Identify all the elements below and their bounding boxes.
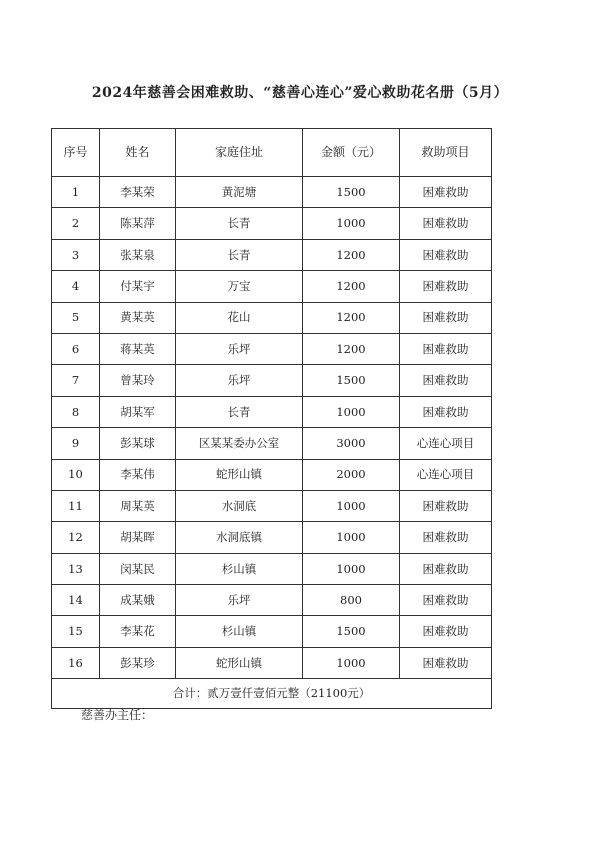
cell-project: 困难救助 xyxy=(400,647,492,678)
cell-amount: 1200 xyxy=(303,302,400,333)
cell-amount: 1000 xyxy=(303,490,400,521)
cell-amount: 1000 xyxy=(303,647,400,678)
cell-amount: 1200 xyxy=(303,333,400,364)
cell-amount: 1000 xyxy=(303,396,400,427)
table-row xyxy=(52,333,492,364)
table-row xyxy=(52,365,492,396)
table-row xyxy=(52,396,492,427)
cell-name: 张某泉 xyxy=(100,239,176,270)
cell-name: 黄某英 xyxy=(100,302,176,333)
table-body xyxy=(52,177,492,679)
cell-address: 长青 xyxy=(176,396,303,427)
table-row xyxy=(52,585,492,616)
cell-serial: 5 xyxy=(52,302,100,333)
table-row xyxy=(52,302,492,333)
cell-project: 困难救助 xyxy=(400,239,492,270)
cell-project: 心连心项目 xyxy=(400,428,492,459)
cell-serial: 13 xyxy=(52,553,100,584)
cell-project: 困难救助 xyxy=(400,490,492,521)
cell-address: 长青 xyxy=(176,208,303,239)
cell-name: 闵某民 xyxy=(100,553,176,584)
cell-project: 困难救助 xyxy=(400,585,492,616)
header-amount: 金额（元） xyxy=(303,129,400,177)
cell-amount: 1500 xyxy=(303,177,400,208)
cell-name: 成某娥 xyxy=(100,585,176,616)
cell-project: 困难救助 xyxy=(400,396,492,427)
cell-serial: 11 xyxy=(52,490,100,521)
cell-project: 困难救助 xyxy=(400,208,492,239)
cell-name: 胡某军 xyxy=(100,396,176,427)
cell-serial: 15 xyxy=(52,616,100,647)
table-row xyxy=(52,490,492,521)
cell-serial: 1 xyxy=(52,177,100,208)
cell-serial: 10 xyxy=(52,459,100,490)
cell-address: 蛇形山镇 xyxy=(176,647,303,678)
table-row xyxy=(52,271,492,302)
cell-address: 区某某委办公室 xyxy=(176,428,303,459)
cell-serial: 3 xyxy=(52,239,100,270)
total-cell: 合计：贰万壹仟壹佰元整（21100元） xyxy=(52,679,492,709)
table-row xyxy=(52,553,492,584)
cell-address: 长青 xyxy=(176,239,303,270)
cell-project: 困难救助 xyxy=(400,333,492,364)
table-header-row xyxy=(52,129,492,177)
cell-amount: 1000 xyxy=(303,553,400,584)
cell-amount: 800 xyxy=(303,585,400,616)
cell-address: 乐坪 xyxy=(176,585,303,616)
cell-serial: 8 xyxy=(52,396,100,427)
cell-name: 李某伟 xyxy=(100,459,176,490)
cell-project: 困难救助 xyxy=(400,365,492,396)
cell-name: 周某英 xyxy=(100,490,176,521)
cell-name: 彭某珍 xyxy=(100,647,176,678)
cell-address: 万宝 xyxy=(176,271,303,302)
cell-project: 困难救助 xyxy=(400,177,492,208)
cell-project: 困难救助 xyxy=(400,302,492,333)
signature-label: 慈善办主任： xyxy=(81,708,154,722)
header-address: 家庭住址 xyxy=(176,129,303,177)
cell-serial: 2 xyxy=(52,208,100,239)
cell-project: 困难救助 xyxy=(400,616,492,647)
table-row xyxy=(52,208,492,239)
table-row xyxy=(52,177,492,208)
cell-project: 心连心项目 xyxy=(400,459,492,490)
cell-address: 黄泥塘 xyxy=(176,177,303,208)
cell-address: 乐坪 xyxy=(176,333,303,364)
table-row xyxy=(52,647,492,678)
table-total-row xyxy=(52,679,492,709)
cell-address: 水洞底镇 xyxy=(176,522,303,553)
cell-project: 困难救助 xyxy=(400,522,492,553)
cell-serial: 9 xyxy=(52,428,100,459)
cell-serial: 12 xyxy=(52,522,100,553)
cell-address: 乐坪 xyxy=(176,365,303,396)
header-project: 救助项目 xyxy=(400,129,492,177)
table-row xyxy=(52,428,492,459)
table-row xyxy=(52,459,492,490)
cell-project: 困难救助 xyxy=(400,553,492,584)
cell-amount: 1000 xyxy=(303,522,400,553)
cell-address: 杉山镇 xyxy=(176,616,303,647)
cell-address: 杉山镇 xyxy=(176,553,303,584)
document-title: 2024年慈善会困难救助、“慈善心连心”爱心救助花名册（5月） xyxy=(91,85,509,101)
cell-amount: 3000 xyxy=(303,428,400,459)
cell-serial: 4 xyxy=(52,271,100,302)
cell-amount: 1200 xyxy=(303,271,400,302)
cell-name: 曾某玲 xyxy=(100,365,176,396)
cell-amount: 1500 xyxy=(303,616,400,647)
cell-amount: 1200 xyxy=(303,239,400,270)
cell-amount: 1500 xyxy=(303,365,400,396)
cell-address: 花山 xyxy=(176,302,303,333)
table-row xyxy=(52,522,492,553)
cell-project: 困难救助 xyxy=(400,271,492,302)
header-name: 姓名 xyxy=(100,129,176,177)
cell-amount: 2000 xyxy=(303,459,400,490)
table-row xyxy=(52,616,492,647)
cell-name: 彭某球 xyxy=(100,428,176,459)
cell-serial: 7 xyxy=(52,365,100,396)
cell-name: 付某宇 xyxy=(100,271,176,302)
cell-name: 蒋某英 xyxy=(100,333,176,364)
cell-serial: 6 xyxy=(52,333,100,364)
cell-address: 水洞底 xyxy=(176,490,303,521)
cell-serial: 14 xyxy=(52,585,100,616)
cell-name: 李某花 xyxy=(100,616,176,647)
cell-name: 胡某晖 xyxy=(100,522,176,553)
cell-name: 李某荣 xyxy=(100,177,176,208)
cell-amount: 1000 xyxy=(303,208,400,239)
cell-serial: 16 xyxy=(52,647,100,678)
cell-address: 蛇形山镇 xyxy=(176,459,303,490)
header-serial: 序号 xyxy=(52,129,100,177)
cell-name: 陈某萍 xyxy=(100,208,176,239)
relief-roster-table xyxy=(51,128,492,709)
table-row xyxy=(52,239,492,270)
